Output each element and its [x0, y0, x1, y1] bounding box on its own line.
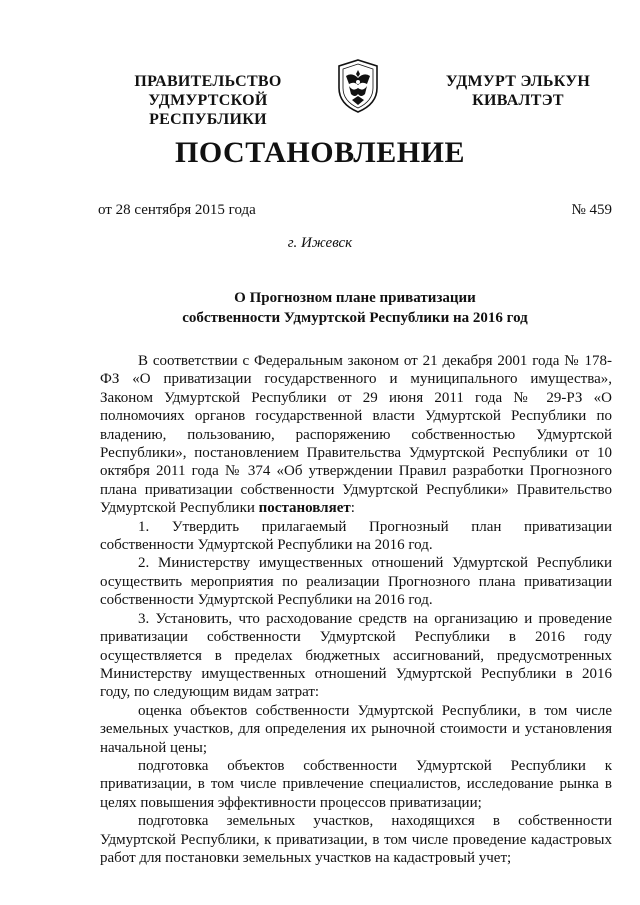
udmurt-coat-of-arms-icon [335, 58, 381, 114]
item-3-paragraph: 3. Установить, что расходование средств на организацию и проведение приватизации собственности Удмуртской Республики в 2016 году осуществляется в пределах бюджетных ассигнований, предусмотренных Министерству имущественных отношений Удмуртской Республики в 2016 году, по следующим видам затрат: [100, 610, 612, 701]
document-title: ПОСТАНОВЛЕНИЕ [175, 136, 465, 169]
item-1-paragraph: 1. Утвердить прилагаемый Прогнозный план приватизации собственности Удмуртской Республики на 2016 год. [100, 518, 612, 554]
preamble-paragraph [100, 352, 612, 518]
preamble-colon: : [350, 500, 355, 517]
preamble-text: В соответствии с Федеральным законом от 21 декабря 2001 года № 178-ФЗ «О приватизации государственного и муниципального имущества», Законом Удмуртской Республики от 29 июня 2011 года № 29-РЗ «О полномочиях органов государственной власти Удмуртской Республики по владению, пользованию, распоряжению собственностью Удмуртской Республики», постановлением Правительства Удмуртской Республики от 10 октября 2011 года № 374 «Об утверждении Правил разработки Прогнозного плана приватизации собственности Удмуртской Республики» Правительство Удмуртской Республики [100, 353, 612, 517]
expense-item-3: подготовка земельных участков, находящихся в собственности Удмуртской Республики, к приватизации, в том числе проведение кадастровых работ для постановки земельных участков на кадастровый учет; [100, 813, 612, 866]
document-city: г. Ижевск [287, 235, 353, 251]
subject-line-2: собственности Удмуртской Республики на 2016 год [182, 310, 528, 326]
government-name-russian [88, 72, 328, 129]
resolves-keyword: постановляет [258, 500, 351, 517]
udmurt-line-1: УДМУРТ ЭЛЬКУН [445, 73, 591, 90]
document-date: от 28 сентября 2015 года [98, 202, 256, 218]
udmurt-line-2: КИВАЛТЭТ [472, 92, 564, 109]
item-2-paragraph: 2. Министерству имущественных отношений Удмуртской Республики осуществить мероприятия по реализации Прогнозного плана приватизации собственности Удмуртской Республики на 2016 год. [100, 555, 612, 609]
document-subject [100, 288, 610, 328]
government-line-1: ПРАВИТЕЛЬСТВО [134, 73, 282, 90]
subject-line-1: О Прогнозном плане приватизации [234, 290, 476, 306]
expense-item-2: подготовка объектов собственности Удмуртской Республики к приватизации, в том числе привлечение специалистов, исследование рынка в целях повышения эффективности процессов приватизации; [100, 757, 612, 811]
expense-item-1: оценка объектов собственности Удмуртской Республики, в том числе земельных участков, для определения их рыночной стоимости и установления начальной цены; [100, 702, 612, 756]
document-body [100, 352, 612, 867]
government-name-udmurt [418, 72, 618, 110]
document-number: № 459 [571, 202, 612, 218]
government-line-2: УДМУРТСКОЙ РЕСПУБЛИКИ [148, 92, 268, 128]
